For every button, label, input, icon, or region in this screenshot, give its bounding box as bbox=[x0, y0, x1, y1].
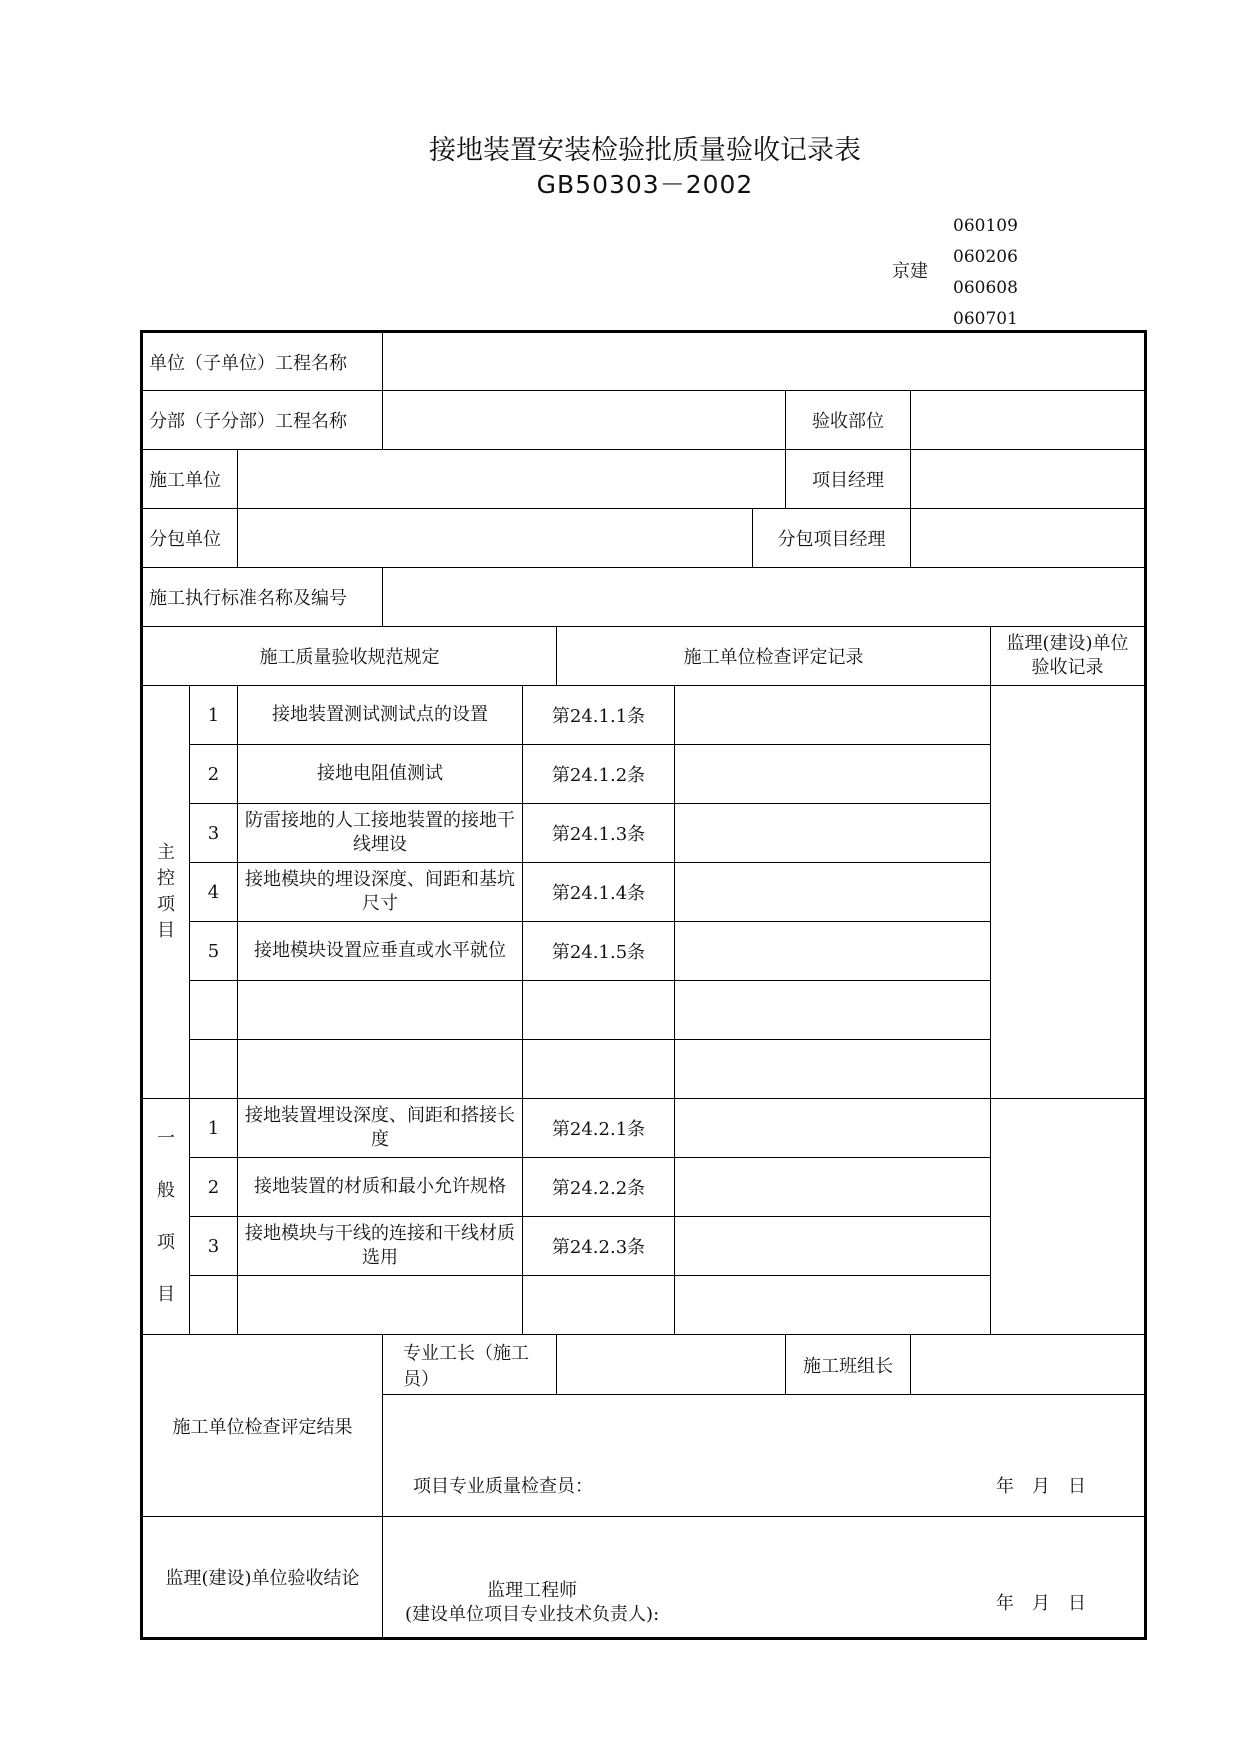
acceptance-part-field[interactable] bbox=[911, 391, 1146, 450]
subcontract-unit-field[interactable] bbox=[238, 509, 753, 568]
item-clause: 第24.2.2条 bbox=[523, 1158, 675, 1217]
supervision-header-line: 监理(建设)单位 bbox=[1006, 633, 1129, 654]
label-char: 项 bbox=[157, 894, 175, 915]
project-manager-label: 项目经理 bbox=[786, 450, 911, 509]
label-char: 目 bbox=[157, 1283, 175, 1305]
project-manager-field[interactable] bbox=[911, 450, 1146, 509]
result-label: 施工单位检查评定结果 bbox=[142, 1335, 383, 1517]
item-record-field[interactable] bbox=[675, 981, 991, 1040]
result-signature-row bbox=[413, 1472, 1114, 1498]
item-record-field[interactable] bbox=[675, 1158, 991, 1217]
item-number-empty bbox=[190, 1276, 238, 1335]
result-date-label: 年 月 日 bbox=[996, 1476, 1087, 1497]
item-clause: 第24.2.1条 bbox=[523, 1099, 675, 1158]
item-description: 防雷接地的人工接地装置的接地干线埋设 bbox=[238, 804, 523, 863]
main-items-label bbox=[142, 686, 190, 1099]
item-clause: 第24.2.3条 bbox=[523, 1217, 675, 1276]
item-description-empty bbox=[238, 1040, 523, 1099]
item-clause: 第24.1.1条 bbox=[523, 686, 675, 745]
item-description-empty bbox=[238, 1276, 523, 1335]
standard-number: GB50303－2002 bbox=[536, 170, 754, 199]
item-record-field[interactable] bbox=[675, 1217, 991, 1276]
item-clause-empty bbox=[523, 981, 675, 1040]
form-codes bbox=[953, 211, 1018, 335]
label-char: 控 bbox=[157, 868, 175, 889]
foreman-label: 专业工长（施工员） bbox=[383, 1335, 557, 1395]
item-record-field[interactable] bbox=[675, 804, 991, 863]
form-code: 060701 bbox=[953, 309, 1018, 329]
item-description: 接地模块与干线的连接和干线材质选用 bbox=[238, 1217, 523, 1276]
item-number: 1 bbox=[190, 1099, 238, 1158]
engineer-label-line: 监理工程师 bbox=[487, 1580, 578, 1601]
item-number: 5 bbox=[190, 922, 238, 981]
item-clause-empty bbox=[523, 1040, 675, 1099]
item-number: 2 bbox=[190, 1158, 238, 1217]
record-column-header: 施工单位检查评定记录 bbox=[557, 627, 991, 686]
item-number: 1 bbox=[190, 686, 238, 745]
item-record-field[interactable] bbox=[675, 1099, 991, 1158]
supervision-column-header bbox=[991, 627, 1146, 686]
supervision-header-line: 验收记录 bbox=[1031, 657, 1104, 678]
general-items-label bbox=[142, 1099, 190, 1335]
acceptance-form bbox=[140, 330, 1147, 1640]
item-description: 接地装置埋设深度、间距和搭接长度 bbox=[238, 1099, 523, 1158]
item-record-field[interactable] bbox=[675, 922, 991, 981]
label-char: 一 bbox=[157, 1127, 175, 1149]
sub-project-label: 分部（子分部）工程名称 bbox=[142, 391, 383, 450]
item-record-field[interactable] bbox=[675, 686, 991, 745]
item-clause-empty bbox=[523, 1276, 675, 1335]
item-number-empty bbox=[190, 1040, 238, 1099]
item-number: 3 bbox=[190, 804, 238, 863]
project-name-field[interactable] bbox=[383, 332, 1146, 391]
team-leader-field[interactable] bbox=[911, 1335, 1146, 1395]
project-name-label: 单位（子单位）工程名称 bbox=[142, 332, 383, 391]
inspector-label: 项目专业质量检查员： bbox=[413, 1476, 594, 1497]
item-clause: 第24.1.5条 bbox=[523, 922, 675, 981]
item-description: 接地装置测试测试点的设置 bbox=[238, 686, 523, 745]
item-number: 3 bbox=[190, 1217, 238, 1276]
construction-unit-field[interactable] bbox=[238, 450, 786, 509]
form-code: 060206 bbox=[953, 247, 1018, 267]
conclusion-field[interactable] bbox=[383, 1517, 1146, 1639]
team-leader-label: 施工班组长 bbox=[786, 1335, 911, 1395]
item-description-empty bbox=[238, 981, 523, 1040]
conclusion-label: 监理(建设)单位验收结论 bbox=[142, 1517, 383, 1639]
subcontract-manager-label: 分包项目经理 bbox=[753, 509, 911, 568]
item-number-empty bbox=[190, 981, 238, 1040]
standard-field[interactable] bbox=[383, 568, 1146, 627]
label-char: 目 bbox=[157, 920, 175, 941]
form-code: 060608 bbox=[953, 278, 1018, 298]
foreman-field[interactable] bbox=[557, 1335, 786, 1395]
engineer-label-line: (建设单位项目专业技术负责人): bbox=[405, 1604, 660, 1625]
form-code: 060109 bbox=[953, 216, 1018, 236]
engineer-label bbox=[405, 1579, 659, 1627]
item-record-field[interactable] bbox=[675, 745, 991, 804]
label-char: 项 bbox=[157, 1231, 175, 1253]
item-description: 接地电阻值测试 bbox=[238, 745, 523, 804]
item-record-field[interactable] bbox=[675, 863, 991, 922]
acceptance-part-label: 验收部位 bbox=[786, 391, 911, 450]
conclusion-signature-row bbox=[405, 1579, 1114, 1627]
document-title: 接地装置安装检验批质量验收记录表 bbox=[429, 135, 861, 166]
item-description: 接地装置的材质和最小允许规格 bbox=[238, 1158, 523, 1217]
code-prefix: 京建 bbox=[892, 261, 928, 282]
standard-label: 施工执行标准名称及编号 bbox=[142, 568, 383, 627]
construction-unit-label: 施工单位 bbox=[142, 450, 238, 509]
main-supervision-field[interactable] bbox=[991, 686, 1146, 1099]
item-description: 接地模块设置应垂直或水平就位 bbox=[238, 922, 523, 981]
item-record-field[interactable] bbox=[675, 1276, 991, 1335]
conclusion-date-label: 年 月 日 bbox=[996, 1593, 1087, 1614]
general-supervision-field[interactable] bbox=[991, 1099, 1146, 1335]
item-clause: 第24.1.3条 bbox=[523, 804, 675, 863]
item-clause: 第24.1.4条 bbox=[523, 863, 675, 922]
subcontract-unit-label: 分包单位 bbox=[142, 509, 238, 568]
label-char: 般 bbox=[157, 1179, 175, 1201]
sub-project-field[interactable] bbox=[383, 391, 786, 450]
subcontract-manager-field[interactable] bbox=[911, 509, 1146, 568]
item-clause: 第24.1.2条 bbox=[523, 745, 675, 804]
item-record-field[interactable] bbox=[675, 1040, 991, 1099]
spec-column-header: 施工质量验收规范规定 bbox=[142, 627, 557, 686]
item-description: 接地模块的埋设深度、间距和基坑尺寸 bbox=[238, 863, 523, 922]
item-number: 2 bbox=[190, 745, 238, 804]
label-char: 主 bbox=[157, 842, 175, 863]
result-field[interactable] bbox=[383, 1395, 1146, 1517]
item-number: 4 bbox=[190, 863, 238, 922]
